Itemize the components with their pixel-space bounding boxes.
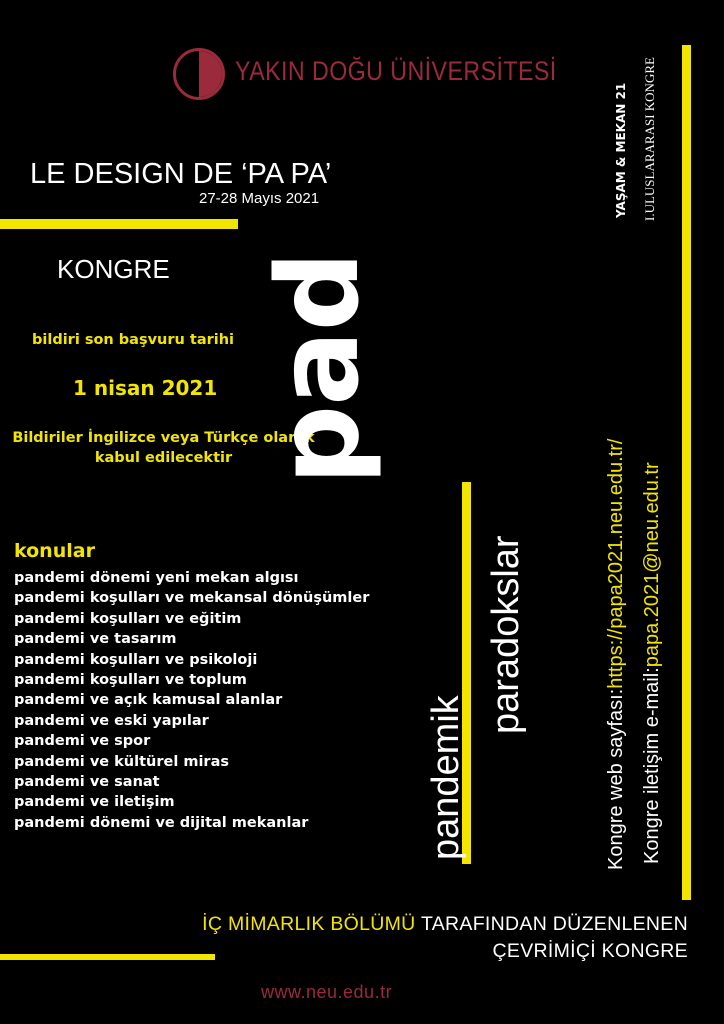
university-name: YAKIN DOĞU ÜNİVERSİTESİ — [235, 56, 557, 86]
right-vertical-bar — [682, 45, 691, 900]
logo-icon — [172, 47, 226, 101]
list-item: pandemi koşulları ve eğitim — [14, 610, 242, 627]
list-item: pandemi ve spor — [14, 733, 151, 750]
list-item: pandemi koşulları ve mekansal dönüşümler — [14, 590, 370, 607]
title-underline-bar — [0, 219, 238, 229]
theme-word-paradokslar: paradokslar — [485, 535, 527, 734]
list-item: pandemi ve eski yapılar — [14, 712, 209, 729]
organizer-line-2: ÇEVRİMİÇİ KONGRE — [492, 940, 688, 962]
list-item: pandemi ve kültürel miras — [14, 753, 230, 770]
web-contact — [606, 439, 626, 870]
deadline-date: 1 nisan 2021 — [73, 376, 218, 400]
bottom-bar — [0, 954, 215, 960]
web-label: Kongre web sayfası: — [605, 688, 627, 870]
email-label: Kongre iletişim e-mail: — [641, 667, 663, 864]
university-logo-mark — [172, 47, 226, 101]
list-item: pandemi koşulları ve psikoloji — [14, 651, 258, 668]
organizer-line-1-rest: TARAFINDAN DÜZENLENEN — [415, 913, 688, 935]
organizer-line-1 — [202, 913, 688, 936]
list-item: pandemi koşulları ve toplum — [14, 672, 247, 689]
organizer-department: İÇ MİMARLIK BÖLÜMÜ — [202, 913, 416, 935]
topics-heading: konular — [14, 540, 95, 562]
email-contact — [642, 462, 662, 864]
list-item: pandemi dönemi yeni mekan algısı — [14, 570, 299, 586]
list-item: pandemi ve açık kamusal alanlar — [14, 692, 283, 709]
event-type: KONGRE — [57, 254, 170, 284]
deadline-label: bildiri son başvuru tarihi — [32, 332, 235, 348]
series-subtitle: I.ULUSLARARASI KONGRE — [642, 57, 657, 221]
web-url-link[interactable]: https://papa2021.neu.edu.tr/ — [605, 438, 627, 689]
theme-word-pandemik: pandemik — [425, 695, 467, 860]
list-item: pandemi dönemi ve dijital mekanlar — [14, 814, 309, 831]
event-title: LE DESIGN DE ‘PA PA’ — [30, 158, 332, 190]
series-name: YAŞAM & MEKAN 21 — [614, 82, 628, 218]
footer-website-link[interactable]: www.neu.edu.tr — [261, 982, 393, 1002]
event-dates: 27-28 Mayıs 2021 — [199, 190, 320, 207]
list-item: pandemi ve sanat — [14, 774, 160, 791]
topics-list — [14, 568, 369, 833]
language-note: Bildiriler İngilizce veya Türkçe olarak kabul edilecektir — [12, 430, 315, 466]
list-item: pandemi ve tasarım — [14, 631, 177, 648]
big-word-pad: pad — [254, 252, 384, 485]
email-link[interactable]: papa.2021@neu.edu.tr — [641, 462, 663, 668]
list-item: pandemi ve iletişim — [14, 794, 175, 811]
